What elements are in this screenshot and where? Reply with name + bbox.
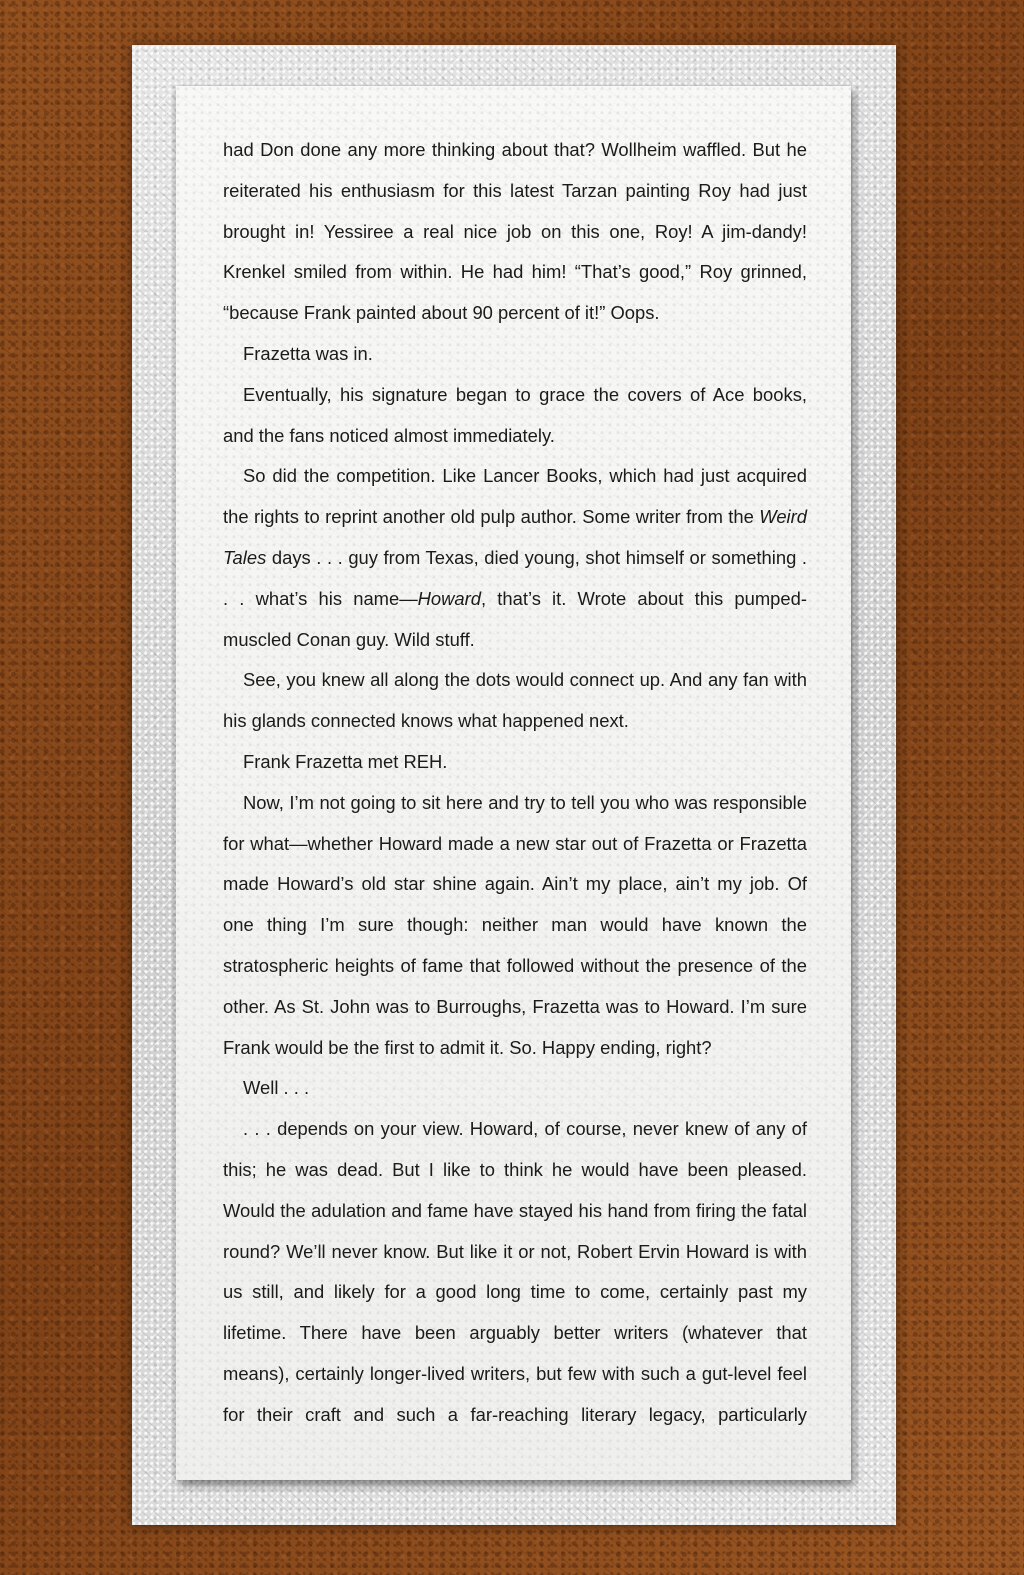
paragraph — [223, 375, 807, 457]
paragraph — [223, 1068, 807, 1109]
paragraph — [223, 334, 807, 375]
text-run: See, you knew all along the dots would connect up. And any fan with his glands connected knows what happened next. — [223, 669, 807, 732]
text-run: days . . . guy from Texas, died young, shot himself or something . . . what’s his name— — [223, 546, 807, 609]
text-run: Well . . . — [243, 1077, 310, 1099]
italic-title: Weird Tales — [223, 506, 807, 568]
paragraph — [223, 660, 807, 742]
text-run: Eventually, his signature began to grace the covers of Ace books, and the fans noticed almost immediately. — [223, 383, 807, 446]
paragraph — [223, 742, 807, 783]
paragraph — [223, 456, 807, 660]
text-run: So did the competition. Like Lancer Books, which had just acquired the rights to reprint another old pulp author. Some writer from the — [223, 465, 807, 528]
article-body — [223, 130, 807, 1436]
text-run: Frank Frazetta met REH. — [243, 750, 448, 772]
italic-name: Howard — [417, 587, 481, 609]
text-run: . . . depends on your view. Howard, of course, never knew of any of this; he was dead. But I like to think he would have been pleased. Would the adulation and fame have stayed his hand from firing the fatal round? We’ll never know. But like it or not, Robert Ervin Howard is with us still, and likely for a good long time to come, certainly past my lifetime. There have been arguably better writers (whatever that means), certainly longer-lived writers, but few with such a gut-level feel for their craft and such a far-reaching literary legacy, particularly — [223, 1118, 807, 1425]
text-run: Now, I’m not going to sit here and try to tell you who was responsible for what—whether Howard made a new star out of Frazetta or Frazetta made Howard’s old star shine again. Ain’t my place, ain’t my job. Of one thing I’m sure though: neither man would have known the stratospheric heights of fame that followed without the presence of the other. As St. John was to Burroughs, Frazetta was to Howard. I’m sure Frank would be the first to admit it. So. Happy ending, right? — [223, 791, 807, 1058]
paragraph — [223, 783, 807, 1069]
text-run: had Don done any more thinking about that? Wollheim waffled. But he reiterated his enthusiasm for this latest Tarzan painting Roy had just brought in! Yessiree a real nice job on this one, Roy! A jim-dandy! Krenkel smiled from within. He had him! “That’s good,” Roy grinned, “because Frank painted about 90 percent of it!” Oops. — [223, 139, 807, 324]
paragraph — [223, 130, 807, 334]
paragraph — [223, 1109, 807, 1435]
text-run: Frazetta was in. — [243, 342, 373, 364]
text-run: , that’s it. Wrote about this pumped-muscled Conan guy. Wild stuff. — [223, 587, 807, 650]
